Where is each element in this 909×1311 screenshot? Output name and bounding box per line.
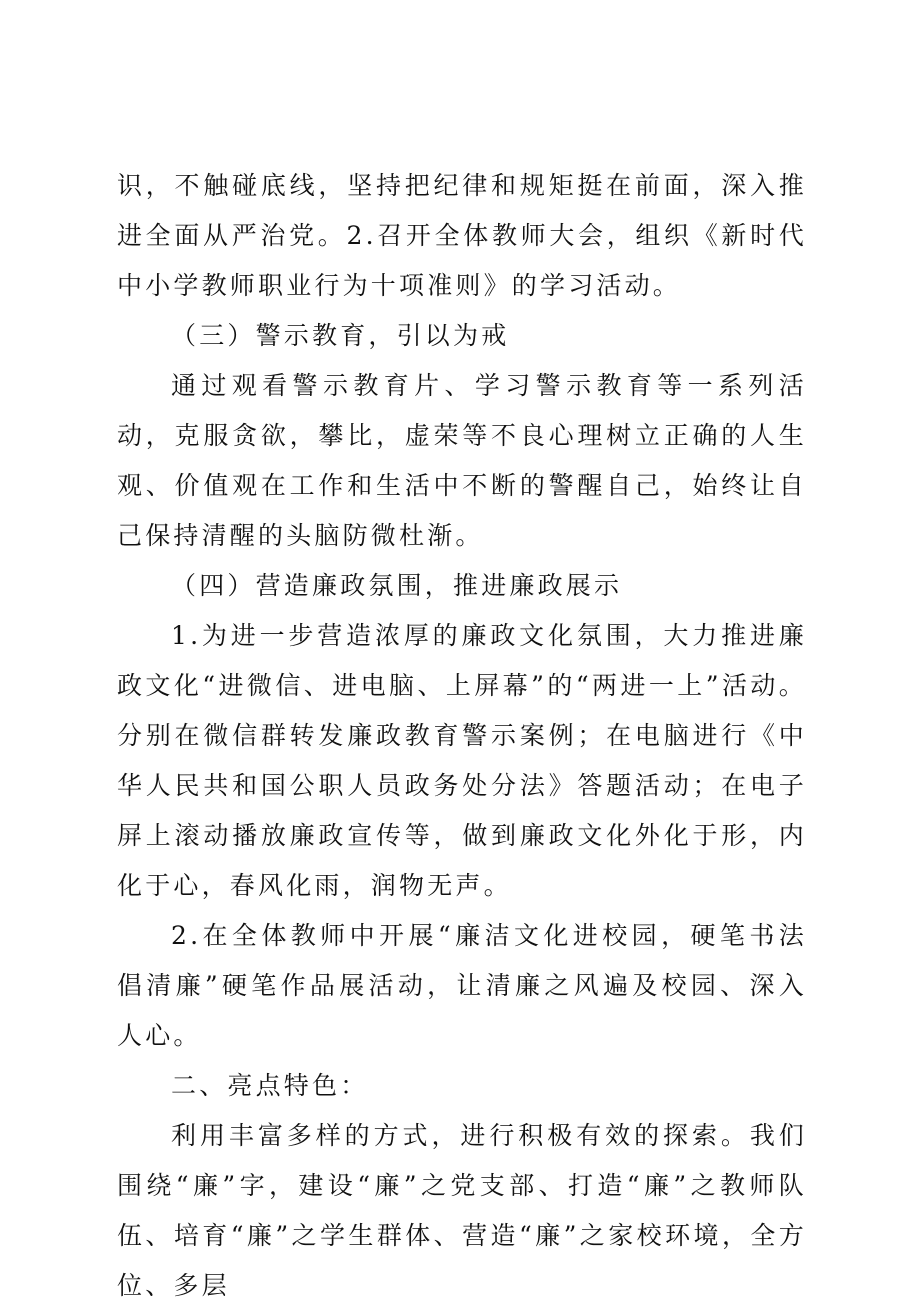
paragraph-highlights: 利用丰富多样的方式，进行积极有效的探索。我们围绕“廉”字，建设“廉”之党支部、打造“廉”之教师队伍、培育“廉”之学生群体、营造“廉”之家校环境，全方位、多层	[117, 1121, 807, 1300]
document-body	[117, 161, 807, 1311]
section-heading-highlights: 二、亮点特色：	[171, 1071, 369, 1100]
paragraph-integrity-culture-2: 2.在全体教师中开展“廉洁文化进校园，硬笔书法倡清廉”硬笔作品展活动，让清廉之风遍及校园、深入人心。	[117, 921, 807, 1050]
paragraph-integrity-culture-1: 1.为进一步营造浓厚的廉政文化氛围，大力推进廉政文化“进微信、进电脑、上屏幕”的“两进一上”活动。分别在微信群转发廉政教育警示案例；在电脑进行《中华人民共和国公职人员政务处分法》答题活动；在电子屏上滚动播放廉政宣传等，做到廉政文化外化于形，内化于心，春风化雨，润物无声。	[117, 621, 807, 900]
paragraph-warning-education: 通过观看警示教育片、学习警示教育等一系列活动，克服贪欲，攀比，虚荣等不良心理树立正确的人生观、价值观在工作和生活中不断的警醒自己，始终让自己保持清醒的头脑防微杜渐。	[117, 371, 807, 550]
paragraph-continuation: 识，不触碰底线，坚持把纪律和规矩挺在前面，深入推进全面从严治党。2.召开全体教师大会，组织《新时代中小学教师职业行为十项准则》的学习活动。	[117, 171, 807, 300]
section-heading-three: （三）警示教育，引以为戒	[171, 321, 510, 350]
section-heading-four: （四）营造廉政氛围，推进廉政展示	[171, 571, 623, 600]
